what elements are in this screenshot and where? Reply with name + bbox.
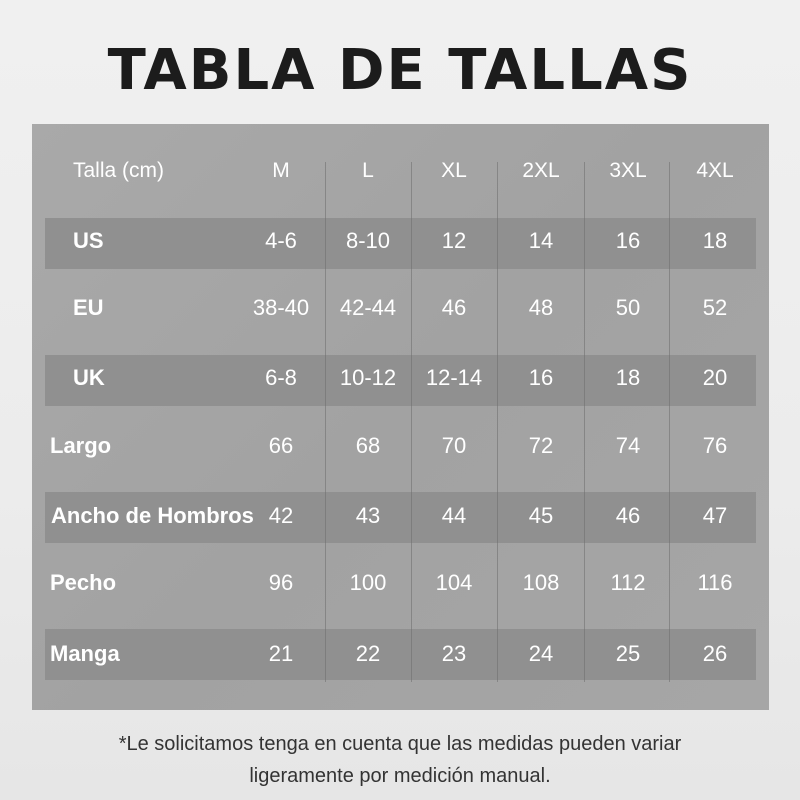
table-cell: 23: [441, 641, 467, 666]
row-label: US: [73, 228, 104, 253]
table-cell: 44: [441, 503, 467, 528]
table-cell: 43: [355, 503, 381, 528]
size-header: M: [272, 159, 290, 182]
note-line-2: ligeramente por medición manual.: [249, 765, 551, 787]
table-cell: 70: [441, 433, 467, 458]
table-cell: 45: [528, 503, 554, 528]
table-cell: 50: [615, 295, 641, 320]
table-cell: 116: [697, 570, 733, 595]
measurement-note: [0, 728, 800, 792]
row-label: Manga: [50, 641, 120, 666]
table-cell: 20: [702, 365, 728, 390]
table-cell: 18: [702, 228, 728, 253]
table-cell: 12-14: [425, 365, 483, 390]
note-line-1: *Le solicitamos tenga en cuenta que las medidas pueden variar: [118, 733, 682, 755]
size-chart-table: [32, 124, 769, 710]
table-cell: 72: [528, 433, 554, 458]
table-cell: 46: [615, 503, 641, 528]
table-cell: 108: [522, 570, 560, 595]
page-title: TABLA DE TALLAS: [107, 38, 693, 103]
row-label: EU: [73, 295, 104, 320]
table-cell: 26: [702, 641, 728, 666]
table-cell: 25: [615, 641, 641, 666]
row-label: Ancho de Hombros: [51, 503, 254, 528]
row-label: Pecho: [50, 570, 117, 595]
table-cell: 112: [610, 570, 646, 595]
table-cell: 16: [528, 365, 554, 390]
table-cell: 24: [528, 641, 554, 666]
header-label: Talla (cm): [73, 159, 165, 182]
table-cell: 21: [268, 641, 294, 666]
table-cell: 6-8: [265, 365, 297, 390]
row-label: UK: [73, 365, 105, 390]
size-header: 3XL: [609, 159, 647, 182]
table-cell: 38-40: [252, 295, 310, 320]
table-cell: 96: [268, 570, 294, 595]
table-cell: 52: [702, 295, 728, 320]
table-cell: 18: [615, 365, 641, 390]
table-cell: 12: [441, 228, 467, 253]
table-cell: 14: [528, 228, 554, 253]
size-header: L: [362, 159, 374, 182]
table-cell: 100: [349, 570, 387, 595]
size-header: XL: [441, 159, 467, 182]
table-cell: 66: [268, 433, 294, 458]
table-cell: 68: [355, 433, 381, 458]
table-cell: 42-44: [339, 295, 397, 320]
table-cell: 104: [435, 570, 473, 595]
table-cell: 76: [702, 433, 728, 458]
table-cell: 16: [615, 228, 641, 253]
table-cell: 4-6: [265, 228, 297, 253]
size-header: 4XL: [696, 159, 734, 182]
table-cell: 48: [528, 295, 554, 320]
table-cell: 74: [615, 433, 641, 458]
table-cell: 22: [355, 641, 381, 666]
table-cell: 42: [268, 503, 294, 528]
table-cell: 47: [702, 503, 728, 528]
row-label: Largo: [50, 433, 112, 458]
size-header: 2XL: [522, 159, 560, 182]
table-cell: 46: [441, 295, 467, 320]
table-cell: 8-10: [345, 228, 391, 253]
table-cell: 10-12: [339, 365, 397, 390]
